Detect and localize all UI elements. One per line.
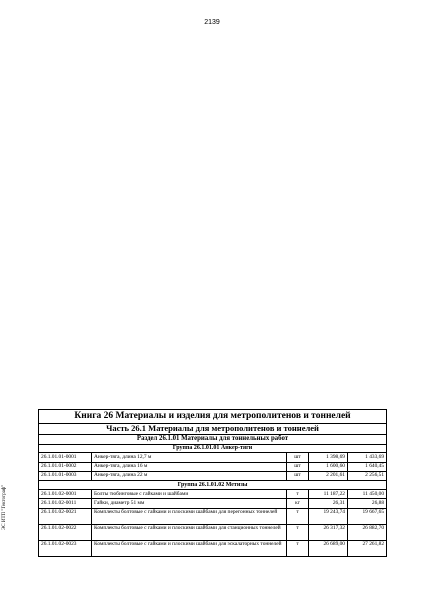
price-cell: 1 433,69: [348, 453, 387, 462]
group-title: Группа 26.1.01.01 Анкер-тяги: [39, 444, 387, 453]
price-cell: 1 600,60: [309, 462, 348, 471]
table-row: [39, 524, 387, 540]
name-cell: Болты тюбинговые с гайками и шайбами: [92, 490, 287, 499]
price-cell: 27 261,82: [348, 540, 387, 556]
price-cell: 2 201,61: [309, 471, 348, 480]
code-cell: 26.1.01.02-0021: [39, 508, 92, 524]
price-cell: 26,31: [309, 499, 348, 508]
name-cell: Гайки, диаметр 51 мм: [92, 499, 287, 508]
name-cell: Анкер-тяга, длина 16 м: [92, 462, 287, 471]
book-title: Книга 26 Материалы и изделия для метрополитенов и тоннелей: [39, 410, 387, 424]
unit-cell: кг: [287, 499, 309, 508]
table-row: [39, 462, 387, 471]
table-row: [39, 490, 387, 499]
group-title: Группа 26.1.01.02 Метизы: [39, 481, 387, 490]
group-title-row: [39, 444, 387, 453]
code-cell: 26.1.01.01-0002: [39, 462, 92, 471]
page-number: 2139: [204, 19, 220, 26]
table-row: [39, 471, 387, 480]
price-cell: 26 689,00: [309, 540, 348, 556]
code-cell: 26.1.01.01-0003: [39, 471, 92, 480]
table-row: [39, 540, 387, 556]
part-title: Часть 26.1 Материалы для метрополитенов и тоннелей: [39, 423, 387, 434]
price-cell: 2 256,51: [348, 471, 387, 480]
price-cell: 19 243,74: [309, 508, 348, 524]
unit-cell: шт: [287, 462, 309, 471]
side-watermark: ЭС ИТП "Гектограф": [2, 484, 7, 530]
price-table-body: [39, 410, 387, 557]
unit-cell: т: [287, 508, 309, 524]
table-row: [39, 499, 387, 508]
unit-cell: т: [287, 490, 309, 499]
code-cell: 26.1.01.02-0023: [39, 540, 92, 556]
code-cell: 26.1.01.02-0001: [39, 490, 92, 499]
unit-cell: т: [287, 524, 309, 540]
price-cell: 11 450,00: [348, 490, 387, 499]
price-cell: 1 398,69: [309, 453, 348, 462]
name-cell: Комплекты болтовые с гайками и плоскими шайбами для эскалаторных тоннелей: [92, 540, 287, 556]
price-cell: 26 317,32: [309, 524, 348, 540]
unit-cell: шт: [287, 471, 309, 480]
price-cell: 26 882,70: [348, 524, 387, 540]
price-cell: 1 640,45: [348, 462, 387, 471]
price-cell: 11 187,22: [309, 490, 348, 499]
price-cell: 26,88: [348, 499, 387, 508]
price-table: [38, 409, 387, 557]
code-cell: 26.1.01.01-0001: [39, 453, 92, 462]
table-row: [39, 508, 387, 524]
table-row: [39, 453, 387, 462]
price-cell: 19 667,65: [348, 508, 387, 524]
name-cell: Комплекты болтовые с гайками и плоскими шайбами для перегонных тоннелей: [92, 508, 287, 524]
code-cell: 26.1.01.02-0011: [39, 499, 92, 508]
code-cell: 26.1.01.02-0022: [39, 524, 92, 540]
unit-cell: шт: [287, 453, 309, 462]
part-title-row: [39, 423, 387, 434]
name-cell: Анкер-тяга, длина 22 м: [92, 471, 287, 480]
section-title: Раздел 26.1.01 Материалы для тоннельных работ: [39, 434, 387, 444]
group-title-row: [39, 481, 387, 490]
name-cell: Комплекты болтовые с гайками и плоскими шайбами для станционных тоннелей: [92, 524, 287, 540]
name-cell: Анкер-тяга, длина 12,7 м: [92, 453, 287, 462]
section-title-row: [39, 434, 387, 444]
unit-cell: т: [287, 540, 309, 556]
book-title-row: [39, 410, 387, 424]
